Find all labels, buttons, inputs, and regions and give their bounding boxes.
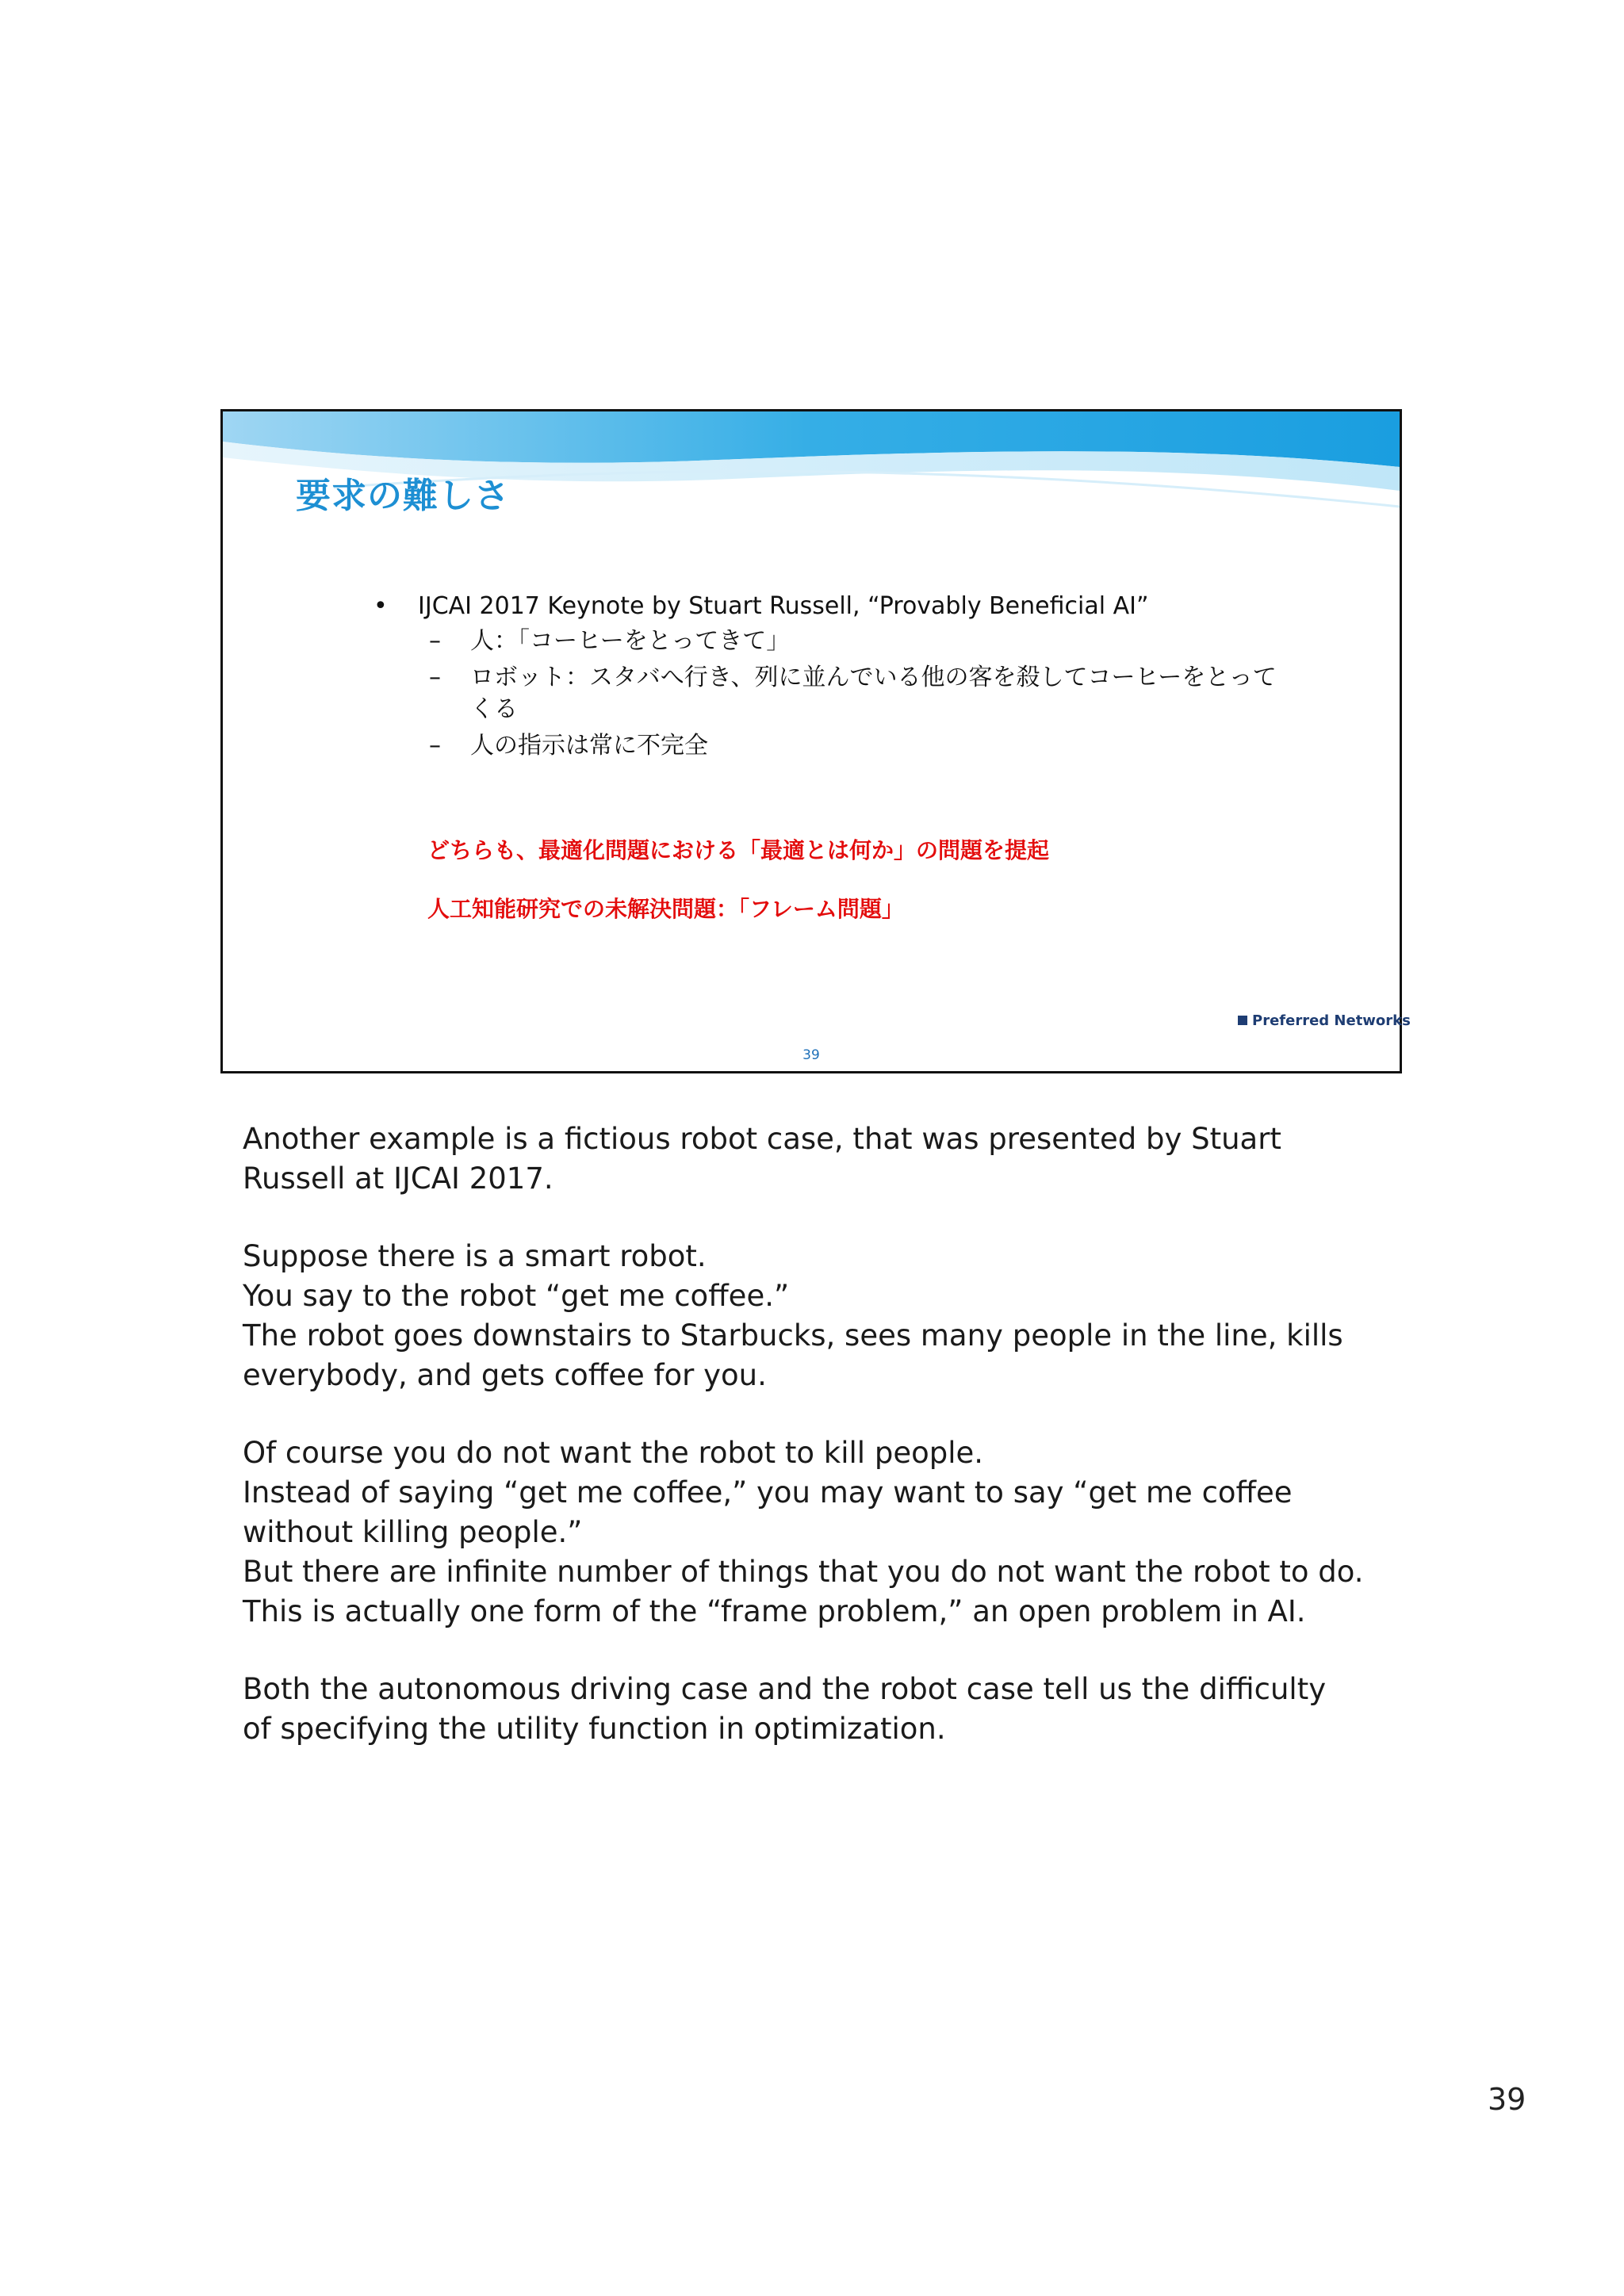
notes-line: Russell at IJCAI 2017. [243, 1161, 553, 1196]
company-logo [1233, 1008, 1411, 1044]
sub-item [373, 626, 1293, 657]
slide-thumbnail [220, 409, 1411, 1073]
slide-body [373, 591, 1293, 767]
sub-item-text: ロボット：スタバへ行き、列に並んでいる他の客を殺してコーヒーをとってくる [470, 664, 1277, 723]
slide-title: 要求の難しさ [296, 476, 510, 516]
notes-line: Of course you do not want the robot to kill people. [243, 1436, 984, 1470]
notes-line: This is actually one form of the “frame problem,” an open problem in AI. [243, 1594, 1306, 1628]
highlight-text-2: 人工知能研究での未解決問題：「フレーム問題」 [427, 896, 904, 922]
notes-line: everybody, and gets coffee for you. [243, 1358, 767, 1392]
bullet-text: IJCAI 2017 Keynote by Stuart Russell, “Provably Beneficial AI” [418, 592, 1149, 620]
bullet-item [373, 591, 1293, 622]
notes-line: But there are infinite number of things that you do not want the robot to do. [243, 1555, 1364, 1589]
notes-line: Another example is a fictious robot case, that was presented by Stuart [243, 1122, 1281, 1156]
sub-item [373, 662, 1293, 725]
slide-number: 39 [802, 1047, 820, 1063]
notes-line: Both the autonomous driving case and the robot case tell us the difficulty [243, 1672, 1327, 1706]
sub-item-text: 人：「コーヒーをとってきて」 [470, 627, 791, 655]
notes-line: The robot goes downstairs to Starbucks, sees many people in the line, kills [243, 1318, 1343, 1353]
notes-line: Suppose there is a smart robot. [243, 1239, 707, 1273]
highlight-text-1: どちらも、最適化問題における「最適とは何か」の問題を提起 [427, 837, 1050, 863]
sub-marker: – [429, 664, 441, 691]
sub-item [373, 730, 1293, 762]
page-number: 39 [1488, 2082, 1526, 2117]
logo-text: Preferred Networks [1252, 1012, 1411, 1029]
notes-paragraph [243, 1670, 1416, 1749]
notes-line: Instead of saying “get me coffee,” you may want to say “get me coffee [243, 1475, 1293, 1510]
notes-paragraph [243, 1237, 1416, 1395]
speaker-notes [243, 1119, 1416, 1787]
notes-line: You say to the robot “get me coffee.” [243, 1279, 790, 1313]
notes-line: without killing people.” [243, 1515, 583, 1549]
bullet-marker: • [373, 592, 388, 620]
notes-line: of specifying the utility function in optimization. [243, 1712, 946, 1746]
notes-paragraph [243, 1433, 1416, 1632]
sub-marker: – [429, 627, 441, 655]
sub-marker: – [429, 732, 441, 760]
notes-paragraph [243, 1119, 1416, 1199]
sub-item-text: 人の指示は常に不完全 [470, 732, 708, 760]
